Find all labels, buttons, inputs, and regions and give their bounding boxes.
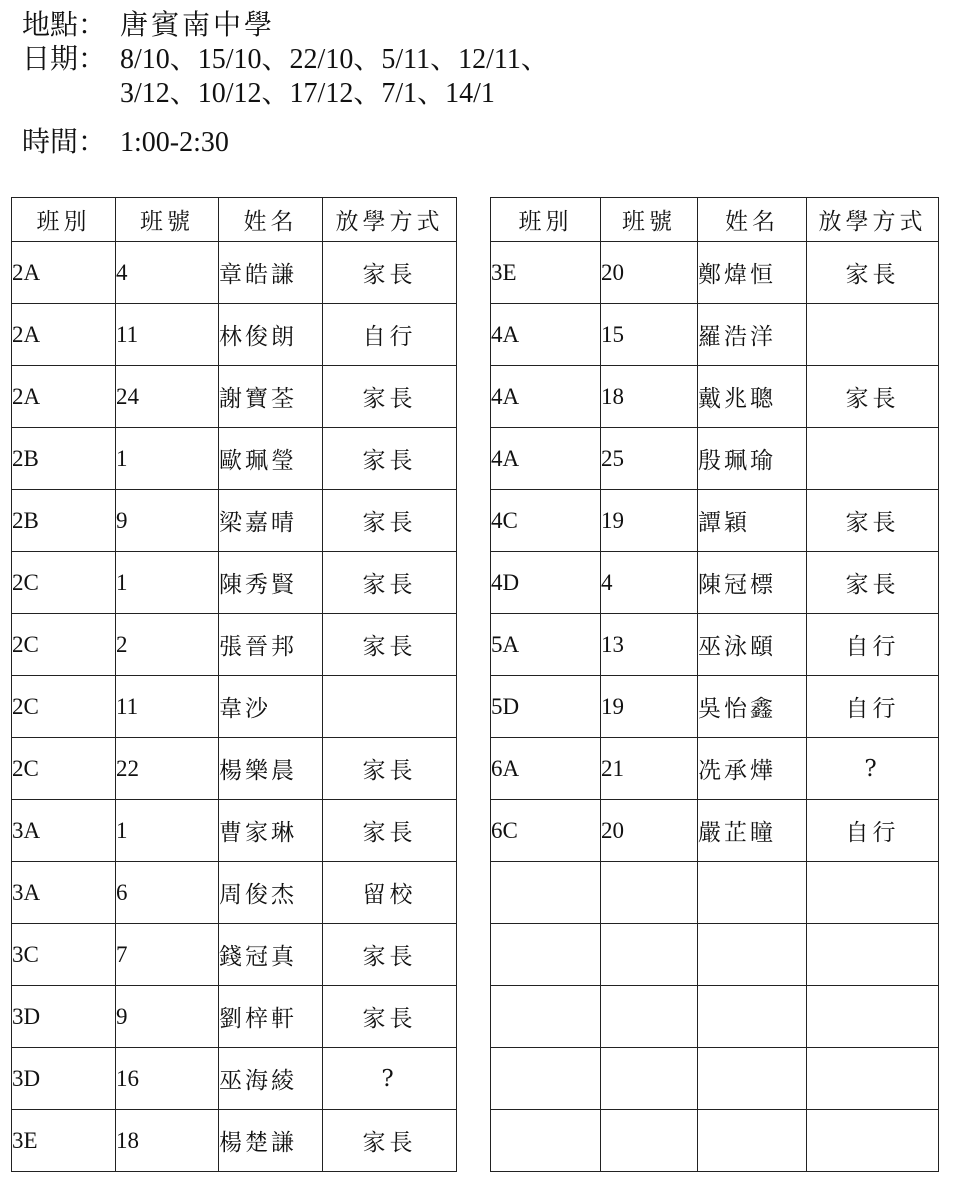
cell-number: 6 [116, 862, 219, 924]
table-row [491, 924, 939, 986]
cell-class: 6C [491, 800, 601, 862]
cell-dismissal: 家長 [323, 552, 457, 614]
cell-dismissal: 家長 [807, 242, 939, 304]
time-label: 時間： [22, 125, 107, 158]
cell-class: 2B [12, 428, 116, 490]
column-header-dismissal: 放學方式 [323, 198, 457, 242]
cell-name: 楊樂晨 [219, 738, 323, 800]
location-value: 唐賓南中學 [120, 8, 276, 41]
cell-name: 謝寶荃 [219, 366, 323, 428]
cell-dismissal: 留校 [323, 862, 457, 924]
cell-class [491, 1110, 601, 1172]
cell-dismissal: 家長 [323, 428, 457, 490]
cell-number: 4 [601, 552, 698, 614]
location-line [22, 8, 922, 42]
cell-class: 3E [12, 1110, 116, 1172]
cell-name: 嚴芷瞳 [698, 800, 807, 862]
cell-number: 13 [601, 614, 698, 676]
table-row [12, 428, 457, 490]
column-header-class: 班別 [12, 198, 116, 242]
cell-name: 冼承燁 [698, 738, 807, 800]
cell-dismissal: 家長 [323, 490, 457, 552]
table-header-row [491, 198, 939, 242]
cell-name [698, 862, 807, 924]
cell-name: 歐珮瑩 [219, 428, 323, 490]
cell-class: 3A [12, 862, 116, 924]
cell-number [601, 862, 698, 924]
cell-dismissal: 家長 [807, 366, 939, 428]
table-row [12, 366, 457, 428]
cell-class [491, 986, 601, 1048]
cell-class: 2C [12, 676, 116, 738]
cell-number [601, 1110, 698, 1172]
cell-name [698, 1110, 807, 1172]
cell-number: 19 [601, 676, 698, 738]
cell-dismissal: 自行 [807, 800, 939, 862]
column-header-name: 姓名 [698, 198, 807, 242]
cell-number: 21 [601, 738, 698, 800]
time-line [22, 125, 922, 160]
cell-number: 9 [116, 986, 219, 1048]
cell-class: 3D [12, 1048, 116, 1110]
roster-table-right [490, 197, 939, 1172]
cell-dismissal: 家長 [323, 1110, 457, 1172]
cell-class: 2A [12, 242, 116, 304]
cell-number [601, 924, 698, 986]
cell-dismissal: 自行 [323, 304, 457, 366]
cell-dismissal [807, 1048, 939, 1110]
location-label: 地點： [22, 8, 107, 41]
cell-number: 15 [601, 304, 698, 366]
cell-name: 劉梓軒 [219, 986, 323, 1048]
table-row [491, 986, 939, 1048]
table-row [12, 800, 457, 862]
date-line-continued [22, 77, 922, 111]
table-row [12, 986, 457, 1048]
cell-name: 戴兆聰 [698, 366, 807, 428]
table-row [491, 862, 939, 924]
cell-class: 5A [491, 614, 601, 676]
cell-number: 1 [116, 428, 219, 490]
cell-name: 曹家琳 [219, 800, 323, 862]
cell-class: 4C [491, 490, 601, 552]
cell-class: 4A [491, 428, 601, 490]
cell-class: 2C [12, 738, 116, 800]
cell-name: 巫泳頤 [698, 614, 807, 676]
table-row [491, 242, 939, 304]
cell-number: 4 [116, 242, 219, 304]
cell-class: 4A [491, 304, 601, 366]
cell-dismissal: 家長 [323, 986, 457, 1048]
table-row [12, 738, 457, 800]
cell-dismissal: ? [807, 738, 939, 800]
cell-dismissal: 家長 [323, 738, 457, 800]
cell-number: 19 [601, 490, 698, 552]
cell-number: 1 [116, 552, 219, 614]
date-label: 日期： [22, 42, 107, 75]
cell-class: 5D [491, 676, 601, 738]
column-header-dismissal: 放學方式 [807, 198, 939, 242]
cell-class: 2A [12, 304, 116, 366]
cell-dismissal: 家長 [323, 242, 457, 304]
cell-dismissal: ? [323, 1048, 457, 1110]
table-row [491, 366, 939, 428]
cell-class: 2A [12, 366, 116, 428]
cell-class [491, 1048, 601, 1110]
cell-name: 錢冠真 [219, 924, 323, 986]
cell-class: 4A [491, 366, 601, 428]
table-header-row [12, 198, 457, 242]
cell-name: 羅浩洋 [698, 304, 807, 366]
cell-dismissal: 家長 [323, 614, 457, 676]
cell-number: 16 [116, 1048, 219, 1110]
cell-number: 20 [601, 242, 698, 304]
cell-dismissal [807, 986, 939, 1048]
table-row [491, 552, 939, 614]
cell-class: 4D [491, 552, 601, 614]
schedule-header [22, 8, 922, 160]
table-row [12, 1048, 457, 1110]
cell-number: 18 [601, 366, 698, 428]
date-line [22, 42, 922, 77]
cell-number: 25 [601, 428, 698, 490]
cell-dismissal [807, 428, 939, 490]
cell-number: 20 [601, 800, 698, 862]
table-row [491, 304, 939, 366]
cell-number: 22 [116, 738, 219, 800]
cell-dismissal: 家長 [807, 490, 939, 552]
column-header-class: 班別 [491, 198, 601, 242]
cell-name: 譚穎 [698, 490, 807, 552]
dates-line-1: 8/10、15/10、22/10、5/11、12/11、 [120, 44, 549, 75]
cell-number [601, 986, 698, 1048]
roster-table-left [11, 197, 457, 1172]
table-row [491, 490, 939, 552]
cell-number: 9 [116, 490, 219, 552]
cell-name: 周俊杰 [219, 862, 323, 924]
cell-name: 陳秀賢 [219, 552, 323, 614]
cell-class: 2C [12, 614, 116, 676]
cell-dismissal: 家長 [323, 366, 457, 428]
cell-name: 吳怡鑫 [698, 676, 807, 738]
table-row [491, 1110, 939, 1172]
cell-dismissal: 自行 [807, 676, 939, 738]
cell-number: 2 [116, 614, 219, 676]
cell-class: 3D [12, 986, 116, 1048]
cell-name: 殷珮瑜 [698, 428, 807, 490]
cell-dismissal: 家長 [323, 924, 457, 986]
cell-class: 3A [12, 800, 116, 862]
cell-number: 1 [116, 800, 219, 862]
cell-name [698, 924, 807, 986]
cell-name: 巫海綾 [219, 1048, 323, 1110]
cell-number: 7 [116, 924, 219, 986]
cell-name [698, 986, 807, 1048]
cell-name: 陳冠標 [698, 552, 807, 614]
time-value: 1:00-2:30 [120, 127, 229, 158]
cell-class [491, 862, 601, 924]
cell-class [491, 924, 601, 986]
cell-class: 2B [12, 490, 116, 552]
table-row [12, 676, 457, 738]
cell-number: 18 [116, 1110, 219, 1172]
table-row [12, 490, 457, 552]
cell-name: 梁嘉晴 [219, 490, 323, 552]
cell-name: 林俊朗 [219, 304, 323, 366]
table-row [12, 552, 457, 614]
cell-number: 11 [116, 676, 219, 738]
cell-name: 鄭煒恒 [698, 242, 807, 304]
table-row [12, 304, 457, 366]
cell-dismissal [807, 862, 939, 924]
cell-name [698, 1048, 807, 1110]
cell-dismissal: 自行 [807, 614, 939, 676]
cell-dismissal [807, 1110, 939, 1172]
cell-class: 2C [12, 552, 116, 614]
table-row [491, 676, 939, 738]
table-row [12, 862, 457, 924]
table-row [491, 614, 939, 676]
cell-name: 楊楚謙 [219, 1110, 323, 1172]
table-row [491, 428, 939, 490]
cell-dismissal [323, 676, 457, 738]
cell-number: 24 [116, 366, 219, 428]
cell-class: 3E [491, 242, 601, 304]
cell-dismissal [807, 304, 939, 366]
dates-line-2: 3/12、10/12、17/12、7/1、14/1 [120, 78, 495, 109]
cell-dismissal: 家長 [807, 552, 939, 614]
table-row [12, 242, 457, 304]
table-row [491, 1048, 939, 1110]
table-row [491, 738, 939, 800]
column-header-number: 班號 [601, 198, 698, 242]
cell-number [601, 1048, 698, 1110]
cell-name: 章皓謙 [219, 242, 323, 304]
table-row [12, 1110, 457, 1172]
cell-number: 11 [116, 304, 219, 366]
cell-dismissal: 家長 [323, 800, 457, 862]
cell-name: 張晉邦 [219, 614, 323, 676]
cell-class: 6A [491, 738, 601, 800]
cell-class: 3C [12, 924, 116, 986]
cell-name: 韋沙 [219, 676, 323, 738]
table-row [12, 924, 457, 986]
column-header-name: 姓名 [219, 198, 323, 242]
table-row [491, 800, 939, 862]
table-row [12, 614, 457, 676]
cell-dismissal [807, 924, 939, 986]
column-header-number: 班號 [116, 198, 219, 242]
